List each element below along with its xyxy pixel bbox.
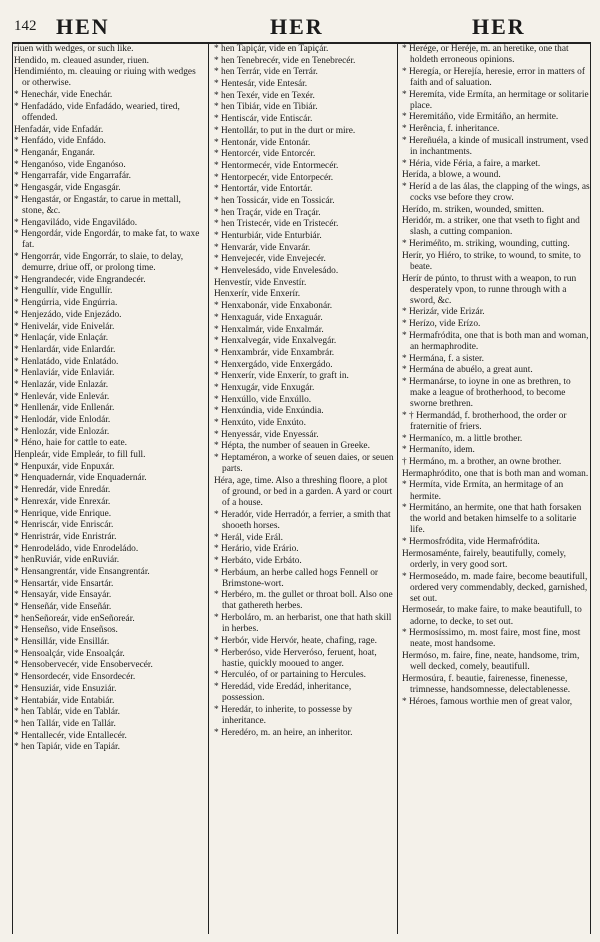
dictionary-entry: * Henriscár, vide Enriscár. bbox=[14, 520, 114, 531]
dictionary-entry: * Henristrár, vide Enristrár. bbox=[14, 531, 117, 542]
dictionary-entry: Heridór, m. a striker, one that vseth to fight and slash, a cutting companion. bbox=[402, 216, 580, 238]
dictionary-entry: * Herége, or Heréje, m. an heretike, one that holdeth erroneous opinions. bbox=[402, 44, 569, 66]
dictionary-entry: * Heregía, or Herejía, heresie, error in matters of faith and of saluation. bbox=[402, 66, 585, 88]
dictionary-entry: † Hermáno, m. a brother, an owne brother. bbox=[402, 457, 562, 468]
dictionary-entry: * Hengordár, vide Engordár, to make fat, to waxe fat. bbox=[14, 229, 200, 251]
dictionary-entry: * Héno, haie for cattle to eate. bbox=[14, 438, 127, 449]
dictionary-entry: * Herbór, vide Hervór, heate, chafing, rage. bbox=[214, 635, 377, 646]
dictionary-entry: Herír de púnto, to thrust with a weapon, to run desperately vpon, to runne through with a sword, &c. bbox=[402, 273, 577, 306]
dictionary-entry: * Henlardár, vide Enlardár. bbox=[14, 344, 116, 355]
dictionary-entry: * Hentorcér, vide Entorcér. bbox=[214, 149, 316, 160]
column-3 bbox=[402, 44, 590, 934]
dictionary-entry: * Henivelár, vide Enivelár. bbox=[14, 321, 115, 332]
dictionary-entry: * Herboláro, m. an herbarist, one that hath skill in herbes. bbox=[214, 613, 392, 635]
dictionary-entry: * Henxergádo, vide Enxergádo. bbox=[214, 359, 333, 370]
center-running-head: HER bbox=[270, 14, 324, 39]
dictionary-entry: * Hensuziár, vide Ensuziár. bbox=[14, 683, 117, 694]
dictionary-entry: * Heredéro, m. an heire, an inheritor. bbox=[214, 727, 353, 738]
dictionary-entry: * Henlaçár, vide Enlaçár. bbox=[14, 333, 109, 344]
dictionary-entry: * Hermaníco, m. a little brother. bbox=[402, 433, 523, 444]
dictionary-entry: * Hermoseádo, m. made faire, become beautifull, ordered very commendably, decked, garnished, set out. bbox=[402, 571, 588, 604]
dictionary-entry: * Herizár, vide Erizár. bbox=[402, 307, 485, 318]
dictionary-entry: * Hengaviládo, vide Engaviládo. bbox=[14, 217, 138, 228]
dictionary-entry: Herído, m. striken, wounded, smitten. bbox=[402, 204, 544, 215]
dictionary-entry: Herída, a blowe, a wound. bbox=[402, 170, 501, 181]
dictionary-entry: * Hermosíssimo, m. most faire, most fine, most neate, most handsome. bbox=[402, 628, 581, 650]
dictionary-entry: Hermóso, m. faire, fine, neate, handsome, trim, well decked, comely, beautifull. bbox=[402, 650, 580, 673]
dictionary-entry: * Herência, f. inheritance. bbox=[402, 124, 500, 135]
dictionary-entry: * Hermafródita, one that is both man and woman, an hermaphrodite. bbox=[402, 330, 589, 352]
dictionary-entry: * Hermanárse, to ioyne in one as brethren, to make a league of brotherhood, to become sworne brethren. bbox=[402, 377, 571, 410]
dictionary-entry: Hermoseár, to make faire, to make beautifull, to adorne, to decke, to set out. bbox=[402, 605, 582, 627]
dictionary-entry: * Henechár, vide Enechár. bbox=[14, 90, 113, 101]
dictionary-entry: * Heredár, to inherite, to possesse by inheritance. bbox=[214, 704, 353, 726]
dictionary-entry: * Henturbiár, vide Enturbiár. bbox=[214, 231, 322, 241]
dictionary-entry: * Héroes, famous worthie men of great valor, bbox=[402, 696, 573, 707]
dictionary-entry: * Herál, vide Erál. bbox=[214, 532, 283, 543]
dictionary-entry: * henRuviár, vide enRuviár. bbox=[14, 555, 120, 566]
running-header bbox=[12, 14, 590, 42]
right-running-head: HER bbox=[472, 14, 526, 39]
dictionary-entry: * Henxambrár, vide Enxambrár. bbox=[214, 347, 335, 358]
dictionary-entry: * Henxúllo, vide Enxúllo. bbox=[214, 394, 312, 405]
dictionary-entry: * Henseñár, vide Enseñár. bbox=[14, 602, 112, 613]
dictionary-entry: * Henxaguár, vide Enxaguár. bbox=[214, 312, 323, 323]
dictionary-entry: * Hensayár, vide Ensayár. bbox=[14, 590, 112, 601]
dictionary-entry: * Hépta, the number of seauen in Greeke. bbox=[214, 441, 370, 452]
dictionary-entry: * Hentesár, vide Entesár. bbox=[214, 79, 308, 90]
dictionary-entry: * hen Tenebrecér, vide en Tenebrecér. bbox=[214, 55, 356, 66]
dictionary-entry: * Hengastár, or Engastár, to carue in mettall, stone, &c. bbox=[14, 194, 181, 216]
dictionary-entry: * Herbéro, m. the gullet or throat boll. Also one that gathereth herbes. bbox=[214, 590, 393, 612]
dictionary-entry: * Hensillár, vide Ensillár. bbox=[14, 637, 110, 648]
dictionary-entry: * hen Tapiár, vide en Tapiár. bbox=[14, 742, 121, 753]
dictionary-entry: * Hermíta, vide Ermíta, an hermitage of an hermite. bbox=[402, 480, 564, 502]
dictionary-entry: * Hentollár, to put in the durt or mire. bbox=[214, 125, 356, 136]
dictionary-entry: * Henxabonár, vide Enxabonár. bbox=[214, 301, 333, 312]
dictionary-entry: * Hentonár, vide Entonár. bbox=[214, 137, 311, 148]
dictionary-entry: * Henlodár, vide Enlodár. bbox=[14, 415, 111, 426]
column-divider-1 bbox=[208, 42, 209, 934]
dictionary-entry: Hermosúra, f. beautie, fairenesse, finenesse, trimnesse, handsomnesse, delectablenesse. bbox=[402, 673, 571, 695]
dictionary-entry: * Hermitáno, an hermite, one that hath forsaken the world and betaken himselfe to a solitarie life. bbox=[402, 503, 582, 536]
dictionary-entry: * Henrodeládo, vide Enrodeládo. bbox=[14, 543, 139, 554]
dictionary-entry: * Henvarár, vide Envarár. bbox=[214, 242, 311, 253]
dictionary-entry: * Hentiscár, vide Entiscár. bbox=[214, 114, 313, 125]
dictionary-entry: * Henrique, vide Enrique. bbox=[14, 508, 112, 519]
dictionary-entry: * Herbáum, an herbe called hogs Fennell or Brimstone-wort. bbox=[214, 567, 379, 589]
dictionary-entry: * Henjezádo, vide Enjezádo. bbox=[14, 309, 122, 320]
dictionary-entry: * Henxúto, vide Enxúto. bbox=[214, 418, 306, 428]
dictionary-entry: * Hengasgár, vide Engasgár. bbox=[14, 183, 121, 194]
dictionary-entry: * Hensangrentár, vide Ensangrentár. bbox=[14, 566, 150, 577]
dictionary-entry: * Hensoalçár, vide Ensoalçár. bbox=[14, 648, 125, 659]
dictionary-entry: * Hereñuéla, a kinde of musicall instrument, vsed in inchantments. bbox=[402, 135, 589, 157]
dictionary-entry: * Henrexár, vide Enrexár. bbox=[14, 496, 111, 507]
dictionary-entry: * henSeñoreár, vide enSeñoreár. bbox=[14, 613, 135, 624]
dictionary-entry: * Hentormecér, vide Entormecér. bbox=[214, 160, 339, 171]
dictionary-entry: Hendido, m. cleaued asunder, riuen. bbox=[14, 55, 149, 66]
dictionary-entry: * Henyessár, vide Enyessár. bbox=[214, 429, 319, 440]
page-number: 142 bbox=[14, 18, 37, 34]
dictionary-entry: * Hensartár, vide Ensartár. bbox=[14, 578, 114, 589]
dictionary-entry: * Heríd a de las álas, the clapping of the wings, as cocks vse before they crow. bbox=[402, 181, 590, 203]
dictionary-entry: * Hensordecér, vide Ensordecér. bbox=[14, 672, 136, 683]
dictionary-entry: Henvestír, vide Envestír. bbox=[214, 277, 307, 288]
dictionary-entry: * Henganóso, vide Enganóso. bbox=[14, 159, 126, 170]
dictionary-entry: * Heptaméron, a worke of seuen daies, or seuen parts. bbox=[214, 453, 394, 475]
dictionary-entry: * Heremíta, vide Ermíta, an hermitage or solitarie place. bbox=[402, 89, 589, 111]
dictionary-entry: * Herberóso, vide Herveróso, feruent, hoat, hastie, quickly mooued to anger. bbox=[214, 647, 377, 669]
dictionary-entry: * Henganár, Enganár. bbox=[14, 148, 95, 158]
dictionary-entry: * Hentortár, vide Entortár. bbox=[214, 184, 313, 195]
dictionary-entry: * hen Tibiár, vide en Tibiár. bbox=[214, 102, 318, 113]
column-divider-right bbox=[590, 42, 591, 934]
dictionary-entry: * hen Traçár, vide en Traçár. bbox=[214, 207, 321, 218]
dictionary-entry: * Hengúrria, vide Engúrria. bbox=[14, 298, 118, 309]
dictionary-entry: * Herculéo, of or partaining to Hercules. bbox=[214, 670, 367, 681]
dictionary-entry: * Heradór, vide Herradór, a ferrier, a smith that shooeth horses. bbox=[214, 509, 391, 531]
dictionary-entry: Herír, yo Hiéro, to strike, to wound, to smite, to beate. bbox=[402, 250, 581, 272]
dictionary-entry: * Henxalvegár, vide Enxalvegár. bbox=[214, 336, 337, 347]
dictionary-entry: * Herízo, vide Erízo. bbox=[402, 319, 481, 330]
dictionary-entry: * Henlatádo, vide Enlatádo. bbox=[14, 356, 119, 367]
dictionary-entry: * Hengorrár, vide Engorrár, to slaie, to delay, demurre, driue off, or prolong time. bbox=[14, 252, 184, 274]
dictionary-entry: riuen with wedges, or such like. bbox=[14, 44, 134, 54]
dictionary-entry: * Hengarrafár, vide Engarrafár. bbox=[14, 171, 132, 182]
dictionary-entry: * Henlazár, vide Enlazár. bbox=[14, 379, 109, 390]
dictionary-entry: * Hermaníto, idem. bbox=[402, 445, 475, 456]
dictionary-entry: * Henxerír, vide Enxerír, to graft in. bbox=[214, 371, 349, 382]
dictionary-entry: * Henlaviár, vide Enlaviár. bbox=[14, 368, 115, 379]
dictionary-entry: * Henfádo, vide Enfádo. bbox=[14, 136, 106, 147]
dictionary-entry: * hen Tristecér, vide en Tristecér. bbox=[214, 219, 339, 230]
dictionary-entry: * Hengrandecér, vide Engrandecér. bbox=[14, 274, 146, 285]
column-divider-2 bbox=[397, 42, 398, 934]
dictionary-entry: * hen Tallár, vide en Tallár. bbox=[14, 718, 116, 729]
dictionary-entry: * hen Terrár, vide en Terrár. bbox=[214, 67, 318, 78]
dictionary-entry: * Hentallecér, vide Entallecér. bbox=[14, 730, 127, 741]
dictionary-entry: * Heremitáño, vide Ermitáño, an hermite. bbox=[402, 112, 559, 123]
dictionary-entry: * Hentabiár, vide Entabiár. bbox=[14, 695, 115, 706]
column-divider-left bbox=[12, 42, 13, 934]
dictionary-entry: * Henxúndia, vide Enxúndia. bbox=[214, 406, 324, 417]
dictionary-entry: * Herbáto, vide Erbáto. bbox=[214, 555, 302, 566]
dictionary-entry: * Henpuxár, vide Enpuxár. bbox=[14, 461, 115, 472]
dictionary-entry: * Hensobervecér, vide Ensobervecér. bbox=[14, 660, 153, 671]
dictionary-entry: * Henxalmár, vide Enxalmár. bbox=[214, 324, 324, 335]
dictionary-entry: * Henquadernár, vide Enquadernár. bbox=[14, 473, 147, 484]
column-1 bbox=[14, 44, 204, 934]
dictionary-entry: * Henseñso, vide Enseñsos. bbox=[14, 625, 118, 636]
dictionary-entry: Henfadár, vide Enfadár. bbox=[14, 124, 104, 135]
dictionary-entry: * Henvejecér, vide Envejecér. bbox=[214, 254, 326, 265]
dictionary-entry: * Herário, vide Erário. bbox=[214, 544, 299, 555]
dictionary-entry: * Héria, vide Féria, a faire, a market. bbox=[402, 158, 541, 169]
dictionary-entry: * hen Tapiçár, vide en Tapiçár. bbox=[214, 44, 329, 54]
dictionary-entry: Hermosaménte, fairely, beautifully, comely, orderly, in very good sort. bbox=[402, 548, 566, 570]
dictionary-entry: * hen Texér, vide en Texér. bbox=[214, 90, 315, 101]
dictionary-entry: * Henlozár, vide Enlozár. bbox=[14, 426, 110, 437]
column-2 bbox=[214, 44, 394, 934]
dictionary-entry: Hendimiénto, m. cleauing or riuing with wedges or otherwise. bbox=[14, 67, 196, 89]
dictionary-entry: Henpleár, vide Empleár, to fill full. bbox=[14, 450, 146, 461]
dictionary-entry: Henxerír, vide Enxerír. bbox=[214, 289, 301, 300]
dictionary-entry: Héra, age, time. Also a threshing floore, a plot of ground, or bed in a garden. A yard or court of a house. bbox=[214, 475, 393, 509]
dictionary-entry: * Henxugár, vide Enxugár. bbox=[214, 382, 315, 393]
dictionary-entry: * Henllenár, vide Enllenár. bbox=[14, 403, 115, 414]
dictionary-entry: * hen Tossicár, vide en Tossicár. bbox=[214, 195, 335, 206]
dictionary-entry: * Heredád, vide Eredád, inheritance, possession. bbox=[214, 682, 352, 704]
dictionary-entry: Hermaphródito, one that is both man and woman. bbox=[402, 468, 589, 479]
dictionary-entry: * Hermána de abuélo, a great aunt. bbox=[402, 365, 533, 376]
dictionary-entry: * Henfadádo, vide Enfadádo, wearied, tired, offended. bbox=[14, 101, 180, 123]
dictionary-entry: * Hentorpecér, vide Entorpecér. bbox=[214, 172, 334, 183]
dictionary-entry: * † Hermandád, f. brotherhood, the order or fraternitie of friers. bbox=[402, 410, 567, 432]
dictionary-entry: * Henredár, vide Enredár. bbox=[14, 485, 111, 496]
dictionary-entry: * Henvelesádo, vide Envelesádo. bbox=[214, 266, 339, 277]
dictionary-entry: * Heriméñto, m. striking, wounding, cutting. bbox=[402, 239, 570, 250]
dictionary-entry: * Henlevár, vide Enlevár. bbox=[14, 391, 110, 402]
dictionary-entry: * hen Tablár, vide en Tablár. bbox=[14, 707, 121, 718]
dictionary-entry: * Hengullír, vide Engullír. bbox=[14, 286, 113, 297]
left-running-head: HEN bbox=[56, 14, 110, 39]
dictionary-entry: * Hermána, f. a sister. bbox=[402, 353, 485, 364]
dictionary-entry: * Hermosfródita, vide Hermafródita. bbox=[402, 537, 540, 548]
